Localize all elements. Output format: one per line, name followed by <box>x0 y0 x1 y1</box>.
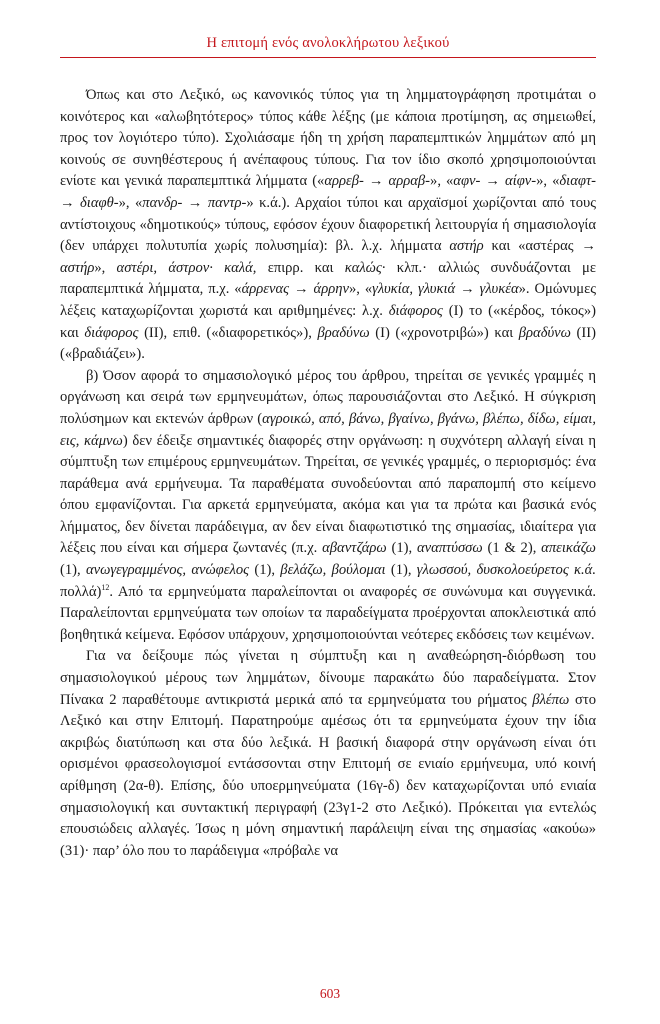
italic-term: γλυκία, γλυκιά <box>372 281 456 298</box>
italic-term: διάφορος <box>388 302 443 319</box>
italic-term: διαφτ- <box>559 173 597 190</box>
paragraph <box>60 85 596 366</box>
text-run: (1), <box>386 540 417 557</box>
italic-term: βραδύνω <box>317 324 370 341</box>
italic-term: αβαντζάρω <box>322 540 387 557</box>
text-run: ». Ομώνυμες λέξεις καταχωρίζονται χωριστά και αριθμημένες: λ.χ. <box>60 281 597 319</box>
text-run: », « <box>348 281 373 298</box>
text-run: » κ.ά.). Αρχαίοι τύποι και αρχαϊσμοί χωρίζονται από τους αντίστοιχους «δημοτικούς» τύπους, εφόσον έχουν διαφορετική λειτουργία ή σημασιολογία (δεν υπάρχει πολυτυπία χωρίς πολυσημία): βλ. λ.χ. λήμματα <box>60 194 597 255</box>
italic-term: αγροικώ, από, βάνω, βγαίνω, βγάνω, βλέπω, δίδω, είμαι, εις, κάμνω <box>60 410 596 449</box>
italic-term: γλυκέα <box>479 281 519 298</box>
text-run: (1), <box>249 562 281 579</box>
main-text <box>60 85 596 862</box>
text-run: → <box>480 173 505 190</box>
text-run: ) δεν έδειξε σημαντικές διαφορές στην οργάνωση: η συχνότερη αλλαγή είναι η σύμπτυξη των επιμέρους ερμηνευμάτων. Τηρείται, σε γενικές γραμμές, ο περιορισμός: ένα παράθεμα ανά ερμήνευμα. Τα παραθέματα συνοδεύονται από παραπομπή στο κείμενο όπου εμφανίζονται. Για αρκετά ερμηνεύματα, ακόμα και για τα πρώτα και βασικά ενός λήμματος, δεν δίνεται παράδειγμα, αν δεν είναι διαφωτιστικό της σημασίας, ιδιαίτερα για λέξεις που είναι και σήμερα ζωντανές (π.χ. <box>60 432 596 557</box>
text-run: », « <box>118 194 143 211</box>
text-run: Όπως και στο Λεξικό, ως κανονικός τύπος για τη λημματογράφηση προτιμάται ο κοινότερος και «αλωβητότερος» τύπος κάθε λέξης (με κάποια προτίμηση, ας σημειωθεί, προς τον λογιότερο τύπο). Σχολιάσαμε ήδη τη χρήση παραπεμπτικών λημμάτων από μη κοινούς σε συνηθέστερους ή ανέπαφους τύπους. Για τον ίδιο σκοπό χρησιμοποιούνται ενίοτε και γενικά παραπεμπτικά λήμματα (« <box>60 87 596 190</box>
italic-term: βελάζω, βούλομαι <box>280 562 386 579</box>
text-run: (ΙΙ), επιθ. («διαφορετικός»), <box>138 324 318 341</box>
text-run: → <box>363 173 389 190</box>
text-run: κλπ.· αλλιώς συνδυάζονται με παραπεμπτικά λήμματα, π.χ. « <box>60 259 596 298</box>
footnote-ref: 12 <box>101 582 110 592</box>
text-run: επιρρ. και <box>256 259 345 276</box>
text-run: », <box>94 259 117 276</box>
text-run: (Ι) («χρονοτριβώ») και <box>369 324 519 341</box>
italic-term: καλώς· <box>344 259 386 276</box>
text-run: », « <box>536 173 560 190</box>
italic-term: διαφθ- <box>80 194 119 211</box>
text-run: (1 & 2), <box>482 540 542 557</box>
italic-term: άρρην <box>313 281 349 298</box>
italic-term: γλωσσού, δυσκολοεύρετος κ.ά. <box>416 562 596 579</box>
italic-term: άρρενας <box>241 281 290 298</box>
text-run: (1), <box>385 562 417 579</box>
text-run: πολλά) <box>60 583 102 600</box>
italic-term: αίφν- <box>504 173 537 190</box>
italic-term: αρραβ- <box>388 173 431 190</box>
text-run: (1), <box>60 562 86 579</box>
text-run: Για να δείξουμε πώς γίνεται η σύμπτυξη και η αναθεώρηση-διόρθωση του σημασιολογικού μέρους των λημμάτων, δίνουμε παρακάτω δύο παραδείγματα. Στον Πίνακα 2 παραθέτουμε αντικριστά μερικά από τα ερμηνεύματα του ρήματος <box>60 648 596 708</box>
italic-term: παντρ- <box>207 194 247 211</box>
italic-term: βλέπω <box>532 691 570 708</box>
text-run: → <box>182 194 208 211</box>
text-run: στο Λεξικό και στην Επιτομή. Παρατηρούμε αμέσως ότι τα ερμηνεύματα έχουν την ίδια ακριβώς διατύπωση και στα δύο λεξικά. Η βασική διαφορά στην οργάνωση είναι ότι ορισμένοι φρασεολογισμοί εντάσσονται στην Επιτομή σε ενιαίο ερμήνευμα, υπό κοινή αρίθμηση (2α-θ). Επίσης, δύο υποερμηνεύματα (16γ-δ) δεν καταχωρίζονται υπό ενιαία σημασιολογική και συντακτική περιγραφή (23γ1-2 στο Λεξικό). Πρόκειται για εντελώς επουσιώδεις αλλαγές. Ίσως η μόνη σημαντική παράλειψη είναι της σημασίας «ακούω» (31)· παρ’ όλο που το παράδειγμα «πρόβαλε να <box>60 691 596 859</box>
text-run: → <box>289 281 314 298</box>
italic-term: αναπτύσσω <box>416 540 483 557</box>
text-run: → <box>60 194 81 211</box>
text-run: . Από τα ερμηνεύματα παραλείπονται οι αναφορές σε συνώνυμα και συγγενικά. Παραλείπονται ερμηνεύματα των οποίων τα παραδείγματα προέρχονται αποκλειστικά από βοηθητικά κείμενα. Εφόσον υπάρχουν, χρησιμοποιούνται νεότερες εκδόσεις των κειμένων. <box>60 583 596 643</box>
italic-term: αστήρ <box>60 259 95 276</box>
italic-term: αρρεβ- <box>324 173 364 190</box>
italic-term: πανδρ- <box>142 194 183 211</box>
text-run: (ΙΙ) («βραδιάζει»). <box>60 324 596 363</box>
italic-term: αφν- <box>453 173 481 190</box>
paragraph <box>60 646 596 862</box>
italic-term: αστήρ <box>449 238 484 255</box>
italic-term: απεικάζω <box>541 540 596 557</box>
running-header <box>60 34 596 56</box>
italic-term: βραδύνω <box>518 324 571 341</box>
text-run: », « <box>430 173 454 190</box>
page-number: 603 <box>319 986 341 1001</box>
paragraph <box>60 366 596 647</box>
text-run: και «αστέρας → <box>483 238 596 255</box>
text-run: (Ι) το («κέρδος, τόκος») και <box>60 302 596 341</box>
italic-term: αστέρι, άστρον· καλά, <box>116 259 257 276</box>
text-run: β) Όσον αφορά το σημασιολογικό μέρος του άρθρου, τηρείται σε γενικές γραμμές η οργάνωση και σειρά των ερμηνευμάτων, όπως παρουσιάζονται στο Λεξικό. Η σύγκριση πολύσημων και εκτενών άρθρων ( <box>60 367 596 427</box>
header-divider <box>60 57 596 58</box>
running-header-title: Η επιτομή ενός ανολοκλήρωτου λεξικού <box>206 35 450 51</box>
text-run: → <box>455 281 480 298</box>
italic-term: ανωγεγραμμένος, ανώφελος <box>85 562 250 579</box>
italic-term: διάφορος <box>84 324 139 341</box>
